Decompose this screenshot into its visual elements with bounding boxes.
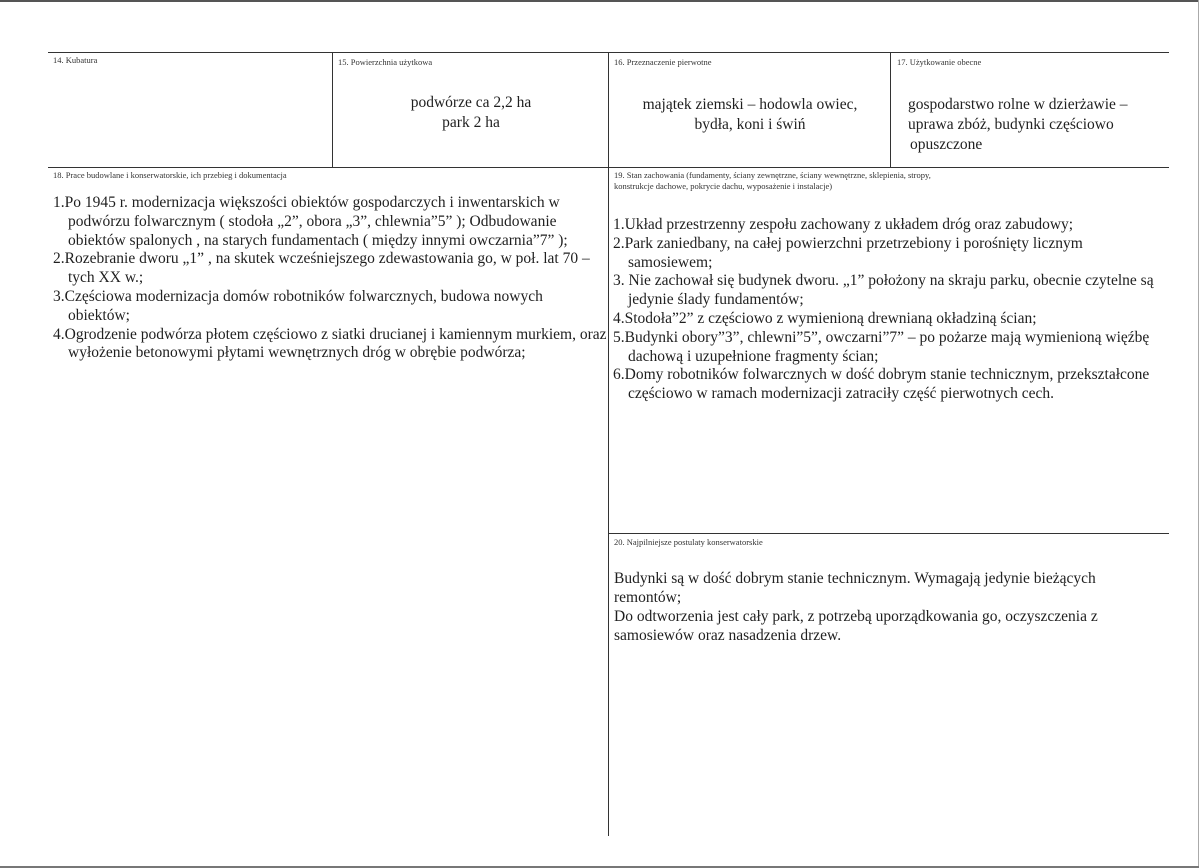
field-18-label: 18. Prace budowlane i konserwatorskie, ich przebieg i dokumentacja [53, 170, 287, 180]
field-17-line-2: uprawa zbóż, budynki częściowo [908, 116, 1114, 133]
page-top-edge [0, 0, 1199, 2]
field-17-label: 17. Użytkowanie obecne [897, 57, 982, 67]
field-19-item-4: 4.Stodoła”2” z częściowo z wymienioną drewnianą okładziną ścian; [613, 309, 1037, 327]
field-17-line-3: opuszczone [910, 136, 983, 153]
section-20-rule [609, 533, 1169, 534]
field-19-item-5: 5.Budynki obory”3”, chlewni”5”, owczarni”7” – po pożarze mają wymienioną więźbę dachową i uzupełnione fragmenty ścian; [613, 328, 1150, 365]
field-18-item-1: 1.Po 1945 r. modernizacja większości obiektów gospodarczych i inwentarskich w podwórzu folwarcznym ( stodoła „2”, obora „3”, chlewnia”5” ); Odbudowanie obiektów spalonych , na starych fundamentach ( między innymi owczarnia”7” ); [53, 194, 568, 249]
field-18-list [53, 194, 608, 363]
field-19-item-3: 3. Nie zachował się budynek dworu. „1” położony na skraju parku, obecnie czytelne są jedynie ślady fundamentów; [613, 272, 1154, 309]
field-15-line-1: podwórze ca 2,2 ha [410, 94, 532, 111]
field-16-line-2: bydła, koni i świń [694, 116, 806, 133]
field-17-line-1: gospodarstwo rolne w dzierżawie – [908, 96, 1128, 113]
field-20-label: 20. Najpilniejsze postulaty konserwatorskie [614, 537, 763, 547]
field-19-list [613, 216, 1158, 404]
field-19-item-6: 6.Domy robotników folwarcznych w dość dobrym stanie technicznym, przekształcone częściowo w ramach modernizacji zatraciły część pierwotnych cech. [613, 366, 1150, 403]
field-18-item-3: 3.Częściowa modernizacja domów robotników folwarcznych, budowa nowych obiektów; [53, 287, 543, 324]
field-20-paragraph-2: Do odtworzenia jest cały park, z potrzebą uporządkowania go, oczyszczenia z samosiewów oraz nasadzenia drzew. [614, 608, 1098, 644]
field-16-line-1: majątek ziemski – hodowla owiec, [642, 96, 858, 113]
field-15-label: 15. Powierzchnia użytkowa [338, 57, 433, 67]
divider-14-15 [332, 52, 333, 167]
field-19-label-line-1: 19. Stan zachowania (fundamenty, ściany zewnętrzne, ściany wewnętrzne, sklepienia, stropy, [614, 170, 931, 180]
field-16-value [609, 95, 891, 135]
field-15-line-2: park 2 ha [442, 114, 500, 131]
field-16-label: 16. Przeznaczenie pierwotne [614, 57, 712, 67]
field-20-body [614, 569, 1159, 645]
field-19-label-line-2: konstrukcje dachowe, pokrycie dachu, wyposażenie i instalacje) [614, 181, 833, 191]
field-14-label: 14. Kubatura [53, 55, 98, 65]
field-20-paragraph-1: Budynki są w dość dobrym stanie technicznym. Wymagają jedynie bieżących remontów; [614, 570, 1096, 606]
field-18-item-4: 4.Ogrodzenie podwórza płotem częściowo z siatki drucianej i kamiennym murkiem, oraz wyłożenie betonowymi płytami wewnętrznych dróg w obrębie podwórza; [53, 325, 607, 362]
divider-main [608, 52, 609, 836]
field-15-value [334, 93, 608, 133]
field-19-item-2: 2.Park zaniedbany, na całej powierzchni przetrzebiony i porośnięty licznym samosiewem; [613, 234, 1083, 271]
field-17-value [908, 95, 1168, 155]
field-18-item-2: 2.Rozebranie dworu „1” , na skutek wcześniejszego zdewastowania go, w poł. lat 70 – tych XX w.; [53, 250, 590, 287]
field-19-item-1: 1.Układ przestrzenny zespołu zachowany z układem dróg oraz zabudowy; [613, 216, 1074, 233]
